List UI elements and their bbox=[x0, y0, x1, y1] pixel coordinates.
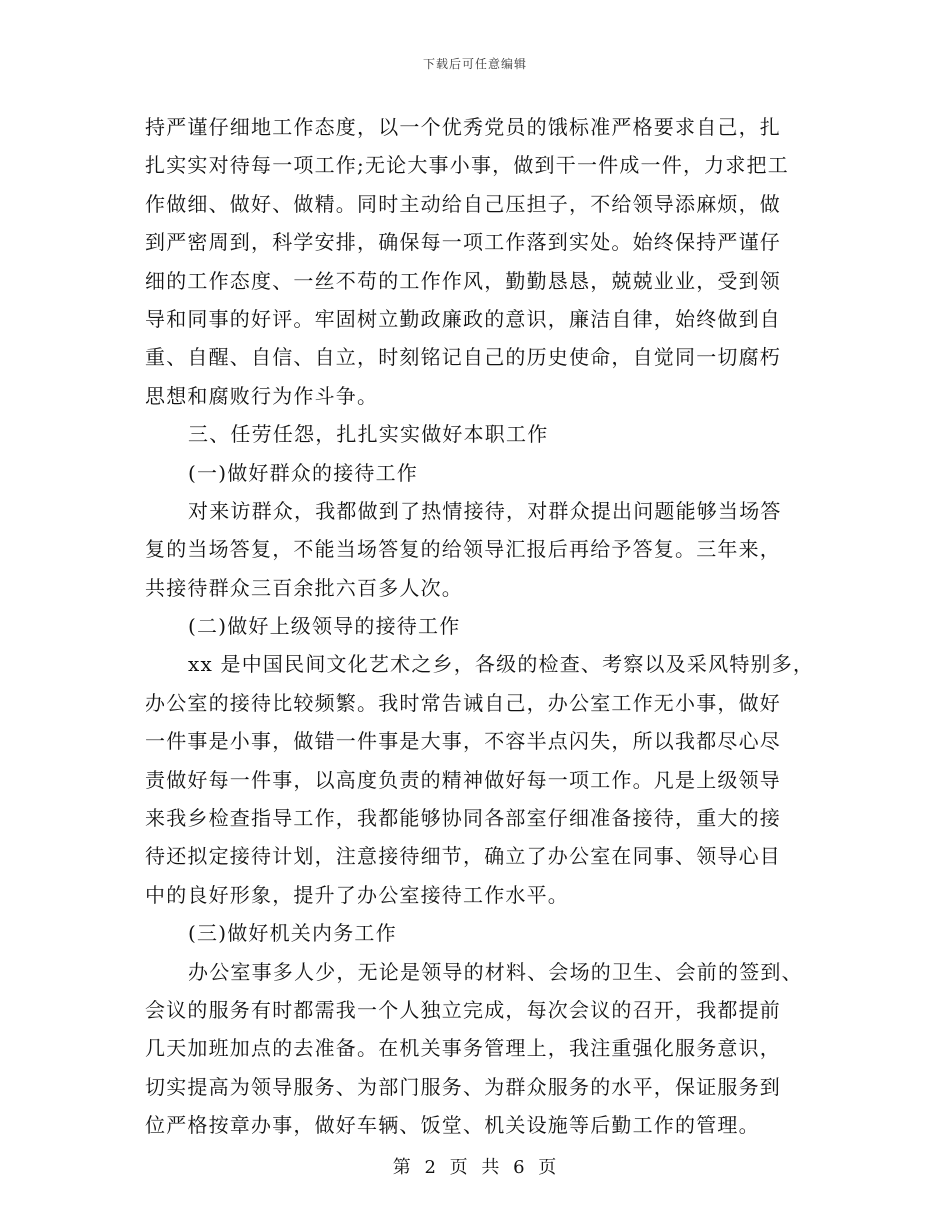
text-line: 重、自醒、自信、自立，时刻铭记自己的历史使命，自觉同一切腐朽 bbox=[145, 345, 781, 370]
text-line: xx 是中国民间文化艺术之乡，各级的检查、考察以及采风特别多， bbox=[188, 652, 815, 677]
text-line: 导和同事的好评。牢固树立勤政廉政的意识，廉洁自律，始终做到自 bbox=[145, 306, 781, 331]
text-line: 到严密周到，科学安排，确保每一项工作落到实处。始终保持严谨仔 bbox=[145, 230, 781, 255]
subsection-heading: (三)做好机关内务工作 bbox=[188, 921, 397, 946]
text-line: 对来访群众，我都做到了热情接待，对群众提出问题能够当场答 bbox=[188, 498, 782, 523]
text-line: 切实提高为领导服务、为部门服务、为群众服务的水平，保证服务到 bbox=[145, 1074, 781, 1099]
text-line: 持严谨仔细地工作态度，以一个优秀党员的饿标准严格要求自己，扎 bbox=[145, 115, 781, 139]
text-line: 中的良好形象，提升了办公室接待工作水平。 bbox=[145, 882, 569, 907]
text-line: 一件事是小事，做错一件事是大事，不容半点闪失，所以我都尽心尽 bbox=[145, 729, 781, 754]
text-line: 会议的服务有时都需我一个人独立完成，每次会议的召开，我都提前 bbox=[145, 997, 781, 1022]
text-line: 来我乡检查指导工作，我都能够协同各部室仔细准备接待，重大的接 bbox=[145, 806, 781, 831]
page-indicator: 第 2 页 共 6 页 bbox=[392, 1157, 558, 1178]
text-line: 作做细、做好、做精。同时主动给自己压担子，不给领导添麻烦，做 bbox=[145, 191, 781, 216]
text-line: 扎实实对待每一项工作;无论大事小事，做到干一件成一件，力求把工 bbox=[145, 153, 789, 178]
text-line: 共接待群众三百余批六百多人次。 bbox=[145, 575, 463, 600]
section-heading: 三、任劳任怨，扎扎实实做好本职工作 bbox=[188, 422, 549, 447]
subsection-heading: (一)做好群众的接待工作 bbox=[188, 460, 419, 485]
text-line: 待还拟定接待计划，注意接待细节，确立了办公室在同事、领导心目 bbox=[145, 844, 781, 869]
text-line: 办公室的接待比较频繁。我时常告诫自己，办公室工作无小事，做好 bbox=[145, 690, 781, 715]
text-line: 细的工作态度、一丝不苟的工作作风，勤勤恳恳，兢兢业业，受到领 bbox=[145, 268, 781, 293]
text-line: 办公室事多人少，无论是领导的材料、会场的卫生、会前的签到、 bbox=[188, 959, 803, 984]
text-line: 几天加班加点的去准备。在机关事务管理上，我注重强化服务意识， bbox=[145, 1036, 781, 1061]
text-line: 复的当场答复，不能当场答复的给领导汇报后再给予答复。三年来， bbox=[145, 537, 781, 562]
text-line: 思想和腐败行为作斗争。 bbox=[145, 383, 379, 408]
subsection-heading: (二)做好上级领导的接待工作 bbox=[188, 614, 461, 639]
text-line: 责做好每一件事，以高度负责的精神做好每一项工作。凡是上级领导 bbox=[145, 767, 781, 792]
text-line: 位严格按章办事，做好车辆、饭堂、机关设施等后勤工作的管理。 bbox=[145, 1113, 760, 1138]
download-edit-note: 下载后可任意编辑 bbox=[422, 57, 527, 71]
document-body bbox=[145, 108, 825, 1145]
